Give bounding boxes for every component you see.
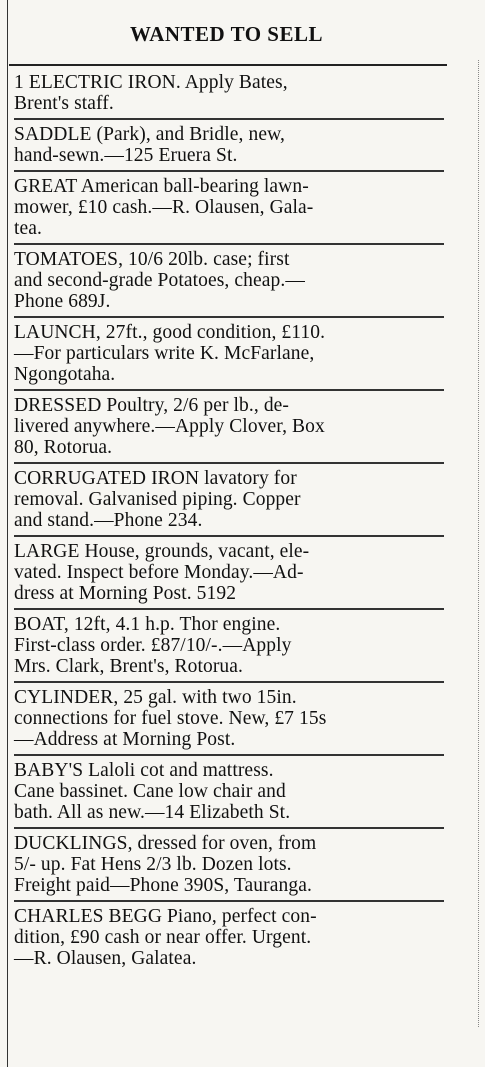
ad-line: bath. All as new.—14 Elizabeth St. bbox=[14, 802, 291, 823]
ad-line: removal. Galvanised piping. Copper bbox=[14, 489, 301, 510]
ad-line: vated. Inspect before Monday.—Ad- bbox=[14, 562, 304, 583]
ad-line: and stand.—Phone 234. bbox=[14, 510, 203, 531]
ad-line: BOAT, 12ft, 4.1 h.p. Thor engine. bbox=[14, 614, 281, 635]
ad-line: connections for fuel stove. New, £7 15s bbox=[14, 708, 327, 729]
ad-line: Brent's staff. bbox=[14, 93, 114, 114]
column-right-rule bbox=[478, 60, 479, 1027]
classified-ad bbox=[14, 537, 444, 610]
ad-line: dition, £90 cash or near offer. Urgent. bbox=[14, 927, 312, 948]
ad-line: CHARLES BEGG Piano, perfect con- bbox=[14, 906, 317, 927]
ad-line: tea. bbox=[14, 218, 43, 239]
ad-line: CORRUGATED IRON lavatory for bbox=[14, 468, 297, 489]
ad-line: LARGE House, grounds, vacant, ele- bbox=[14, 541, 310, 562]
ad-line: Cane bassinet. Cane low chair and bbox=[14, 781, 286, 802]
classified-ad bbox=[14, 245, 444, 318]
classified-ad bbox=[14, 172, 444, 245]
ad-line: BABY'S Laloli cot and mattress. bbox=[14, 760, 274, 781]
classified-ad bbox=[14, 68, 444, 120]
classified-ad bbox=[14, 464, 444, 537]
ad-line: DRESSED Poultry, 2/6 per lb., de- bbox=[14, 395, 290, 416]
ad-line: mower, £10 cash.—R. Olausen, Gala- bbox=[14, 197, 314, 218]
ad-line: 80, Rotorua. bbox=[14, 437, 113, 458]
ad-line: 5/- up. Fat Hens 2/3 lb. Dozen lots. bbox=[14, 854, 292, 875]
classified-ad bbox=[14, 391, 444, 464]
classified-ad bbox=[14, 756, 444, 829]
ad-line: dress at Morning Post. 5192 bbox=[14, 583, 237, 604]
ad-line: First-class order. £87/10/-.—Apply bbox=[14, 635, 292, 656]
classified-ad bbox=[14, 120, 444, 172]
ad-line: —Address at Morning Post. bbox=[14, 729, 236, 750]
ad-line: CYLINDER, 25 gal. with two 15in. bbox=[14, 687, 297, 708]
ad-line: SADDLE (Park), and Bridle, new, bbox=[14, 124, 285, 145]
classified-ad bbox=[14, 610, 444, 683]
ad-line: —For particulars write K. McFarlane, bbox=[14, 343, 315, 364]
ad-line: LAUNCH, 27ft., good condition, £110. bbox=[14, 322, 326, 343]
classified-ads-list bbox=[14, 68, 444, 973]
heading-rule bbox=[9, 64, 447, 66]
ad-line: Freight paid—Phone 390S, Tauranga. bbox=[14, 875, 312, 896]
ad-line: GREAT American ball-bearing lawn- bbox=[14, 176, 309, 197]
classified-ad bbox=[14, 683, 444, 756]
ad-line: hand-sewn.—125 Eruera St. bbox=[14, 145, 238, 166]
classified-ad bbox=[14, 902, 444, 973]
column-left-rule bbox=[7, 0, 8, 1067]
ad-line: TOMATOES, 10/6 20lb. case; first bbox=[14, 249, 290, 270]
section-heading: WANTED TO SELL bbox=[130, 22, 323, 46]
ad-line: —R. Olausen, Galatea. bbox=[14, 948, 197, 969]
ad-line: 1 ELECTRIC IRON. Apply Bates, bbox=[14, 72, 288, 93]
ad-line: DUCKLINGS, dressed for oven, from bbox=[14, 833, 317, 854]
classified-ad bbox=[14, 829, 444, 902]
ad-line: and second-grade Potatoes, cheap.— bbox=[14, 270, 305, 291]
ad-line: Phone 689J. bbox=[14, 291, 111, 312]
ad-line: livered anywhere.—Apply Clover, Box bbox=[14, 416, 325, 437]
ad-line: Mrs. Clark, Brent's, Rotorua. bbox=[14, 656, 244, 677]
classified-ad bbox=[14, 318, 444, 391]
ad-line: Ngongotaha. bbox=[14, 364, 116, 385]
